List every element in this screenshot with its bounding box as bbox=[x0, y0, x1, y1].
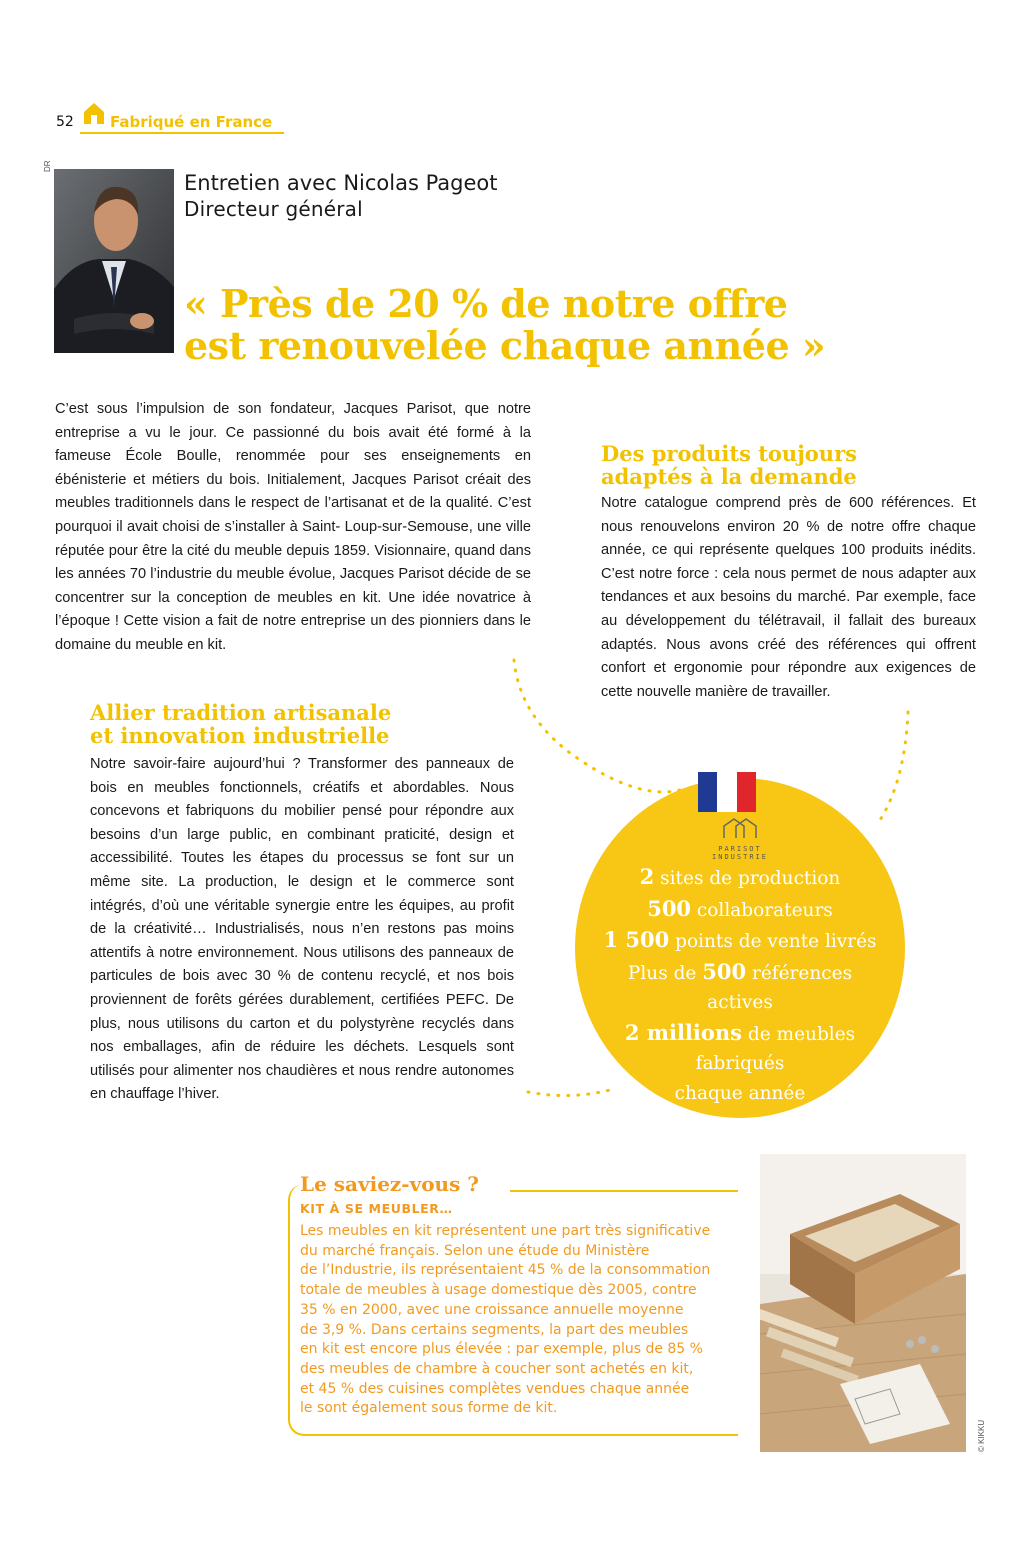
header-rule bbox=[80, 132, 284, 134]
kit-photo-credit: © KIKKU bbox=[977, 1419, 986, 1452]
saviez-line: totale de meubles à usage domestique dès 2005, contre bbox=[300, 1282, 697, 1299]
stat-points-vente: 1 500 points de vente livrés bbox=[603, 927, 877, 952]
heading-line: et innovation industrielle bbox=[90, 723, 390, 748]
stat-meubles-line2: fabriqués bbox=[695, 1053, 785, 1074]
quote-line: est renouvelée chaque année » bbox=[184, 323, 826, 368]
saviez-line: et 45 % des cuisines complètes vendues chaque année bbox=[300, 1380, 690, 1397]
saviez-line: de 3,9 %. Dans certains segments, la part des meubles bbox=[300, 1321, 689, 1338]
portrait-photo bbox=[54, 169, 174, 353]
intro-paragraph: C’est sous l’impulsion de son fondateur, Jacques Parisot, que notre entreprise a vu le jour. Ce passionné du bois avait été formé à la fameuse École Boulle, renommée pour ses enseignements en ébénisterie et métiers du bois. Initialement, Jacques Parisot créait des meubles traditionnels dans le respect de l’artisanat et de la qualité. C’est pourquoi il avait choisi de s’installer à Saint- Loup-sur-Semouse, une ville réputée pour être la cité du meuble depuis 1859. Visionnaire, quand dans les années 70 l’industrie du meuble évolue, Jacques Parisot décide de se concentrer sur la conception de meubles en kit. Une idée novatrice à l’époque ! Cette vision a fait de notre entreprise un des pionniers dans le domaine du meuble en kit. bbox=[55, 401, 531, 653]
stat-references: Plus de 500 références bbox=[627, 958, 853, 984]
saviez-rule bbox=[510, 1190, 738, 1192]
stat-collaborateurs: 500 collaborateurs bbox=[647, 895, 833, 921]
stat-meubles-line3: chaque année bbox=[674, 1082, 806, 1104]
parisot-logo bbox=[690, 816, 790, 861]
saviez-line: des meubles de chambre à coucher sont achetés en kit, bbox=[300, 1360, 694, 1377]
interview-title: Entretien avec Nicolas Pageot bbox=[184, 171, 498, 195]
stat-meubles: 2 millions de meubles bbox=[624, 1019, 856, 1045]
logo-mark-icon bbox=[720, 816, 760, 840]
saviez-subtitle: KIT À SE MEUBLER… bbox=[300, 1201, 453, 1216]
page-number: 52 bbox=[56, 114, 74, 130]
saviez-line: en kit est encore plus élevée : par exemple, plus de 85 % bbox=[300, 1341, 703, 1358]
french-flag bbox=[698, 772, 756, 812]
interview-role: Directeur général bbox=[184, 197, 363, 221]
stats-list bbox=[570, 862, 910, 1108]
stat-sites: 2 sites de production bbox=[639, 864, 841, 889]
kit-furniture-photo bbox=[760, 1154, 966, 1452]
stat-references-line2: actives bbox=[707, 992, 773, 1013]
house-icon bbox=[82, 101, 106, 125]
quote-line: « Près de 20 % de notre offre bbox=[184, 281, 788, 326]
section-title: Fabriqué en France bbox=[110, 113, 273, 131]
heading-line: Des produits toujours bbox=[601, 441, 857, 466]
photo-credit: DR bbox=[43, 160, 52, 172]
pull-quote bbox=[184, 283, 904, 367]
saviez-line: de l’Industrie, ils représentaient 45 % de la consommation bbox=[300, 1262, 711, 1279]
produits-paragraph: Notre catalogue comprend près de 600 références. Et nous renouvelons environ 20 % de notre offre chaque année, ce qui représente quelques 100 produits inédits. C’est notre force : cela nous permet de nous adapter aux tendances et aux besoins du marché. Par exemple, face au développement du télétravail, il fallait des bureaux adaptés. Nous avons créé des références qui offrent confort et ergonomie pour répondre aux exigences de cette nouvelle manière de travailler. bbox=[601, 495, 976, 700]
saviez-text bbox=[300, 1222, 740, 1419]
allier-paragraph: Notre savoir-faire aujourd’hui ? Transformer des panneaux de bois en meubles fonctionnels, créatifs et abordables. Nous concevons et fabriquons du mobilier pensé pour répondre aux besoins d’un large public, en combinant praticité, design et accessibilité. Toutes les étapes du processus se font sur un même site. La production, le design et le commerce sont intégrés, d’où une véritable synergie entre les équipes, au profit de la créativité… Industrialisés, nous n’en restons pas moins attentifs à notre environnement. Nous utilisons des panneaux de particules de bois avec 30 % de contenu recyclé, et nos bois proviennent de forêts gérées durablement, certifiées PEFC. De plus, nous utilisons du carton et du polystyrène recyclés dans nos emballages, afin de réduire les déchets. Lesquels sont utilisés pour alimenter nos chaudières et nous rendre autonomes en chauffage l’hiver. bbox=[90, 756, 514, 1103]
saviez-line: le sont également sous forme de kit. bbox=[300, 1400, 558, 1417]
heading-line: Allier tradition artisanale bbox=[90, 700, 392, 725]
logo-text: PARISOT INDUSTRIE bbox=[712, 845, 768, 861]
saviez-title: Le saviez-vous ? bbox=[300, 1172, 485, 1196]
section-heading-produits bbox=[601, 442, 981, 488]
saviez-line: Les meubles en kit représentent une part très significative bbox=[300, 1223, 711, 1239]
heading-line: adaptés à la demande bbox=[601, 464, 857, 489]
saviez-line: 35 % en 2000, avec une croissance annuelle moyenne bbox=[300, 1301, 684, 1318]
section-heading-allier bbox=[90, 701, 510, 747]
saviez-line: du marché français. Selon une étude du Ministère bbox=[300, 1242, 650, 1259]
